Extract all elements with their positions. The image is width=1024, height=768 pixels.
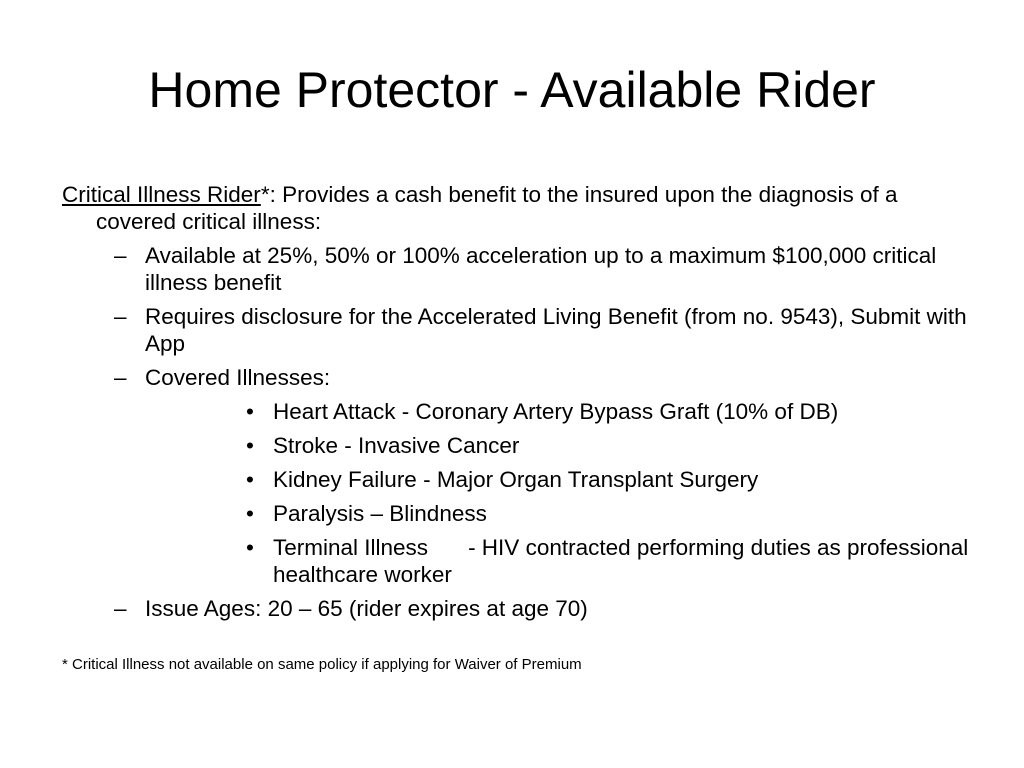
illness-text-right: - HIV contracted performing duties as professional healthcare worker [273, 535, 969, 587]
rider-intro [62, 181, 972, 235]
dash-marker: – [114, 243, 127, 268]
rider-asterisk: * [260, 182, 270, 207]
illness-text: Heart Attack - Coronary Artery Bypass Graft (10% of DB) [273, 399, 839, 424]
illness-item [145, 432, 972, 459]
detail-text: Available at 25%, 50% or 100% acceleration up to a maximum $100,000 critical illness benefit [145, 243, 937, 295]
detail-item-disclosure [62, 303, 972, 357]
covered-illnesses-list [145, 398, 972, 588]
dash-marker: – [114, 304, 127, 329]
illness-text-left: Terminal Illness [273, 535, 429, 560]
illness-text: Paralysis – Blindness [273, 501, 487, 526]
illness-text: Stroke - Invasive Cancer [273, 433, 520, 458]
detail-text: Requires disclosure for the Accelerated Living Benefit (from no. 9543), Submit with App [145, 304, 967, 356]
dash-marker: – [114, 596, 127, 621]
illness-item [145, 500, 972, 527]
detail-item-covered-illnesses [62, 364, 972, 588]
illness-item [145, 398, 972, 425]
dash-marker: – [114, 365, 127, 390]
rider-description: : Provides a cash benefit to the insured upon the diagnosis of a covered critical illness: [96, 182, 898, 234]
rider-name: Critical Illness Rider [62, 182, 261, 207]
footnote: * Critical Illness not available on same policy if applying for Waiver of Premium [62, 656, 582, 673]
detail-item-acceleration [62, 242, 972, 296]
detail-item-issue-ages [62, 595, 972, 622]
bullet-marker: • [246, 467, 254, 492]
bullet-marker: • [246, 501, 254, 526]
illness-text: Kidney Failure - Major Organ Transplant Surgery [273, 467, 759, 492]
bullet-marker: • [246, 433, 254, 458]
detail-text: Covered Illnesses: [145, 365, 331, 390]
illness-item [145, 466, 972, 493]
slide-title: Home Protector - Available Rider [148, 62, 876, 118]
bullet-marker: • [246, 535, 254, 560]
slide-body [62, 181, 972, 629]
illness-item [145, 534, 972, 588]
bullet-marker: • [246, 399, 254, 424]
rider-details-list [62, 242, 972, 622]
detail-text: Issue Ages: 20 – 65 (rider expires at age 70) [145, 596, 588, 621]
